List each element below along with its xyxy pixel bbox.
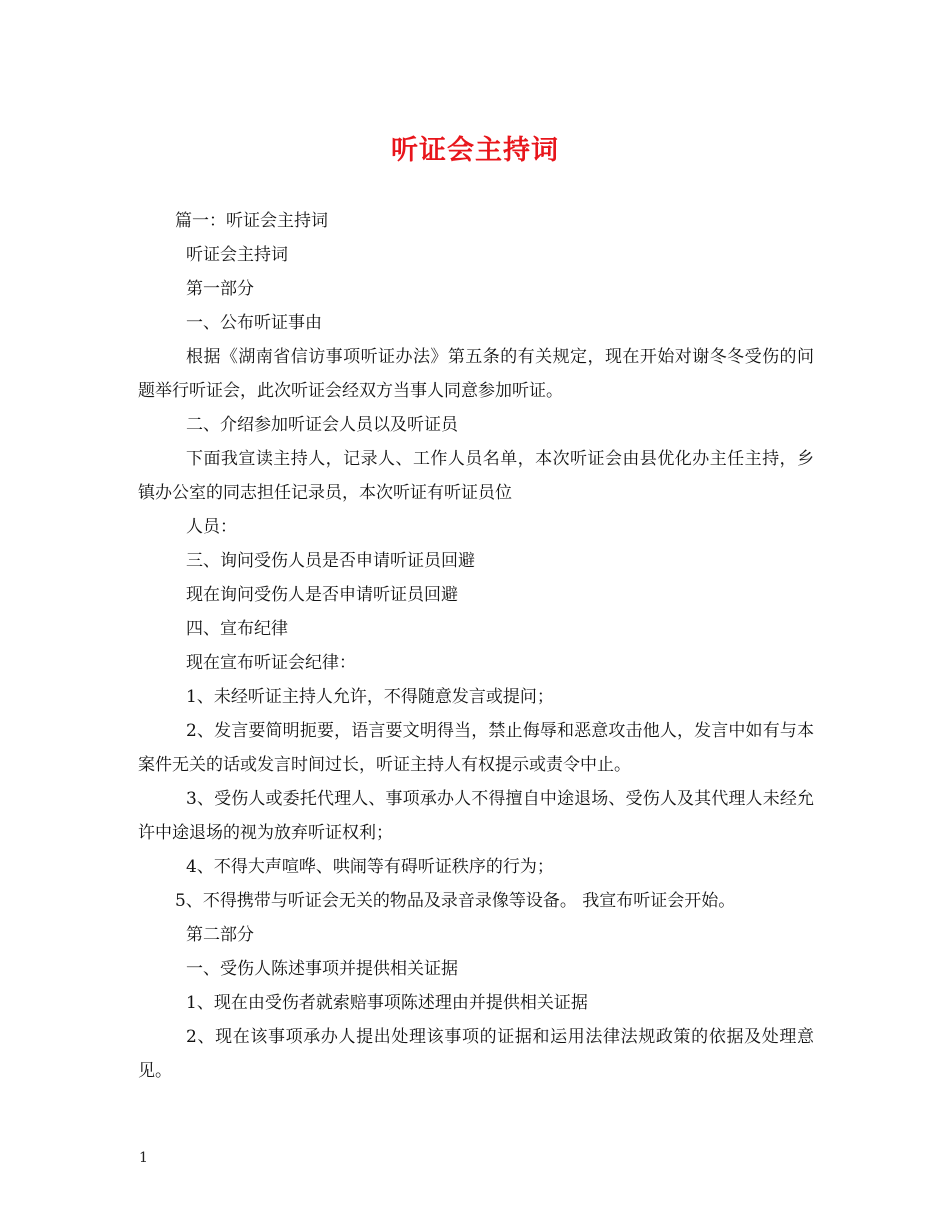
paragraph: 一、受伤人陈述事项并提供相关证据 xyxy=(186,959,458,979)
paragraph: 根据《湖南省信访事项听证办法》第五条的有关规定，现在开始对谢冬冬受伤的问题举行听证会，此次听证会经双方当事人同意参加听证。 xyxy=(138,347,814,401)
document-title: 听证会主持词 xyxy=(391,135,559,166)
paragraph: 第二部分 xyxy=(186,925,254,945)
paragraph: 二、介绍参加听证会人员以及听证员 xyxy=(186,415,458,435)
section-heading: 篇一：听证会主持词 xyxy=(175,211,328,231)
paragraph: 一、公布听证事由 xyxy=(186,313,322,333)
paragraph: 现在询问受伤人是否申请听证员回避 xyxy=(186,585,458,605)
paragraph: 人员： xyxy=(186,517,237,537)
paragraph: 2、现在该事项承办人提出处理该事项的证据和运用法律法规政策的依据及处理意见。 xyxy=(138,1027,814,1081)
paragraph: 4、不得大声喧哗、哄闹等有碍听证秩序的行为； xyxy=(186,857,554,877)
document-body xyxy=(138,204,814,1088)
paragraph: 三、询问受伤人员是否申请听证员回避 xyxy=(186,551,475,571)
paragraph: 四、宣布纪律 xyxy=(186,619,288,639)
paragraph: 1、未经听证主持人允许，不得随意发言或提问； xyxy=(186,687,554,707)
paragraph: 现在宣布听证会纪律： xyxy=(186,653,356,673)
paragraph: 第一部分 xyxy=(186,279,254,299)
paragraph: 下面我宣读主持人，记录人、工作人员名单，本次听证会由县优化办主任主持，乡镇办公室的同志担任记录员，本次听证有听证员位 xyxy=(138,449,814,503)
paragraph: 2、发言要简明扼要，语言要文明得当，禁止侮辱和恶意攻击他人，发言中如有与本案件无关的话或发言时间过长，听证主持人有权提示或责令中止。 xyxy=(138,721,814,775)
paragraph: 3、受伤人或委托代理人、事项承办人不得擅自中途退场、受伤人及其代理人未经允许中途退场的视为放弃听证权利； xyxy=(138,789,814,843)
paragraph: 5、不得携带与听证会无关的物品及录音录像等设备。 我宣布听证会开始。 xyxy=(175,891,736,911)
paragraph: 1、现在由受伤者就索赔事项陈述理由并提供相关证据 xyxy=(186,993,588,1013)
paragraph: 听证会主持词 xyxy=(186,245,288,265)
page-number: 1 xyxy=(139,1150,148,1166)
